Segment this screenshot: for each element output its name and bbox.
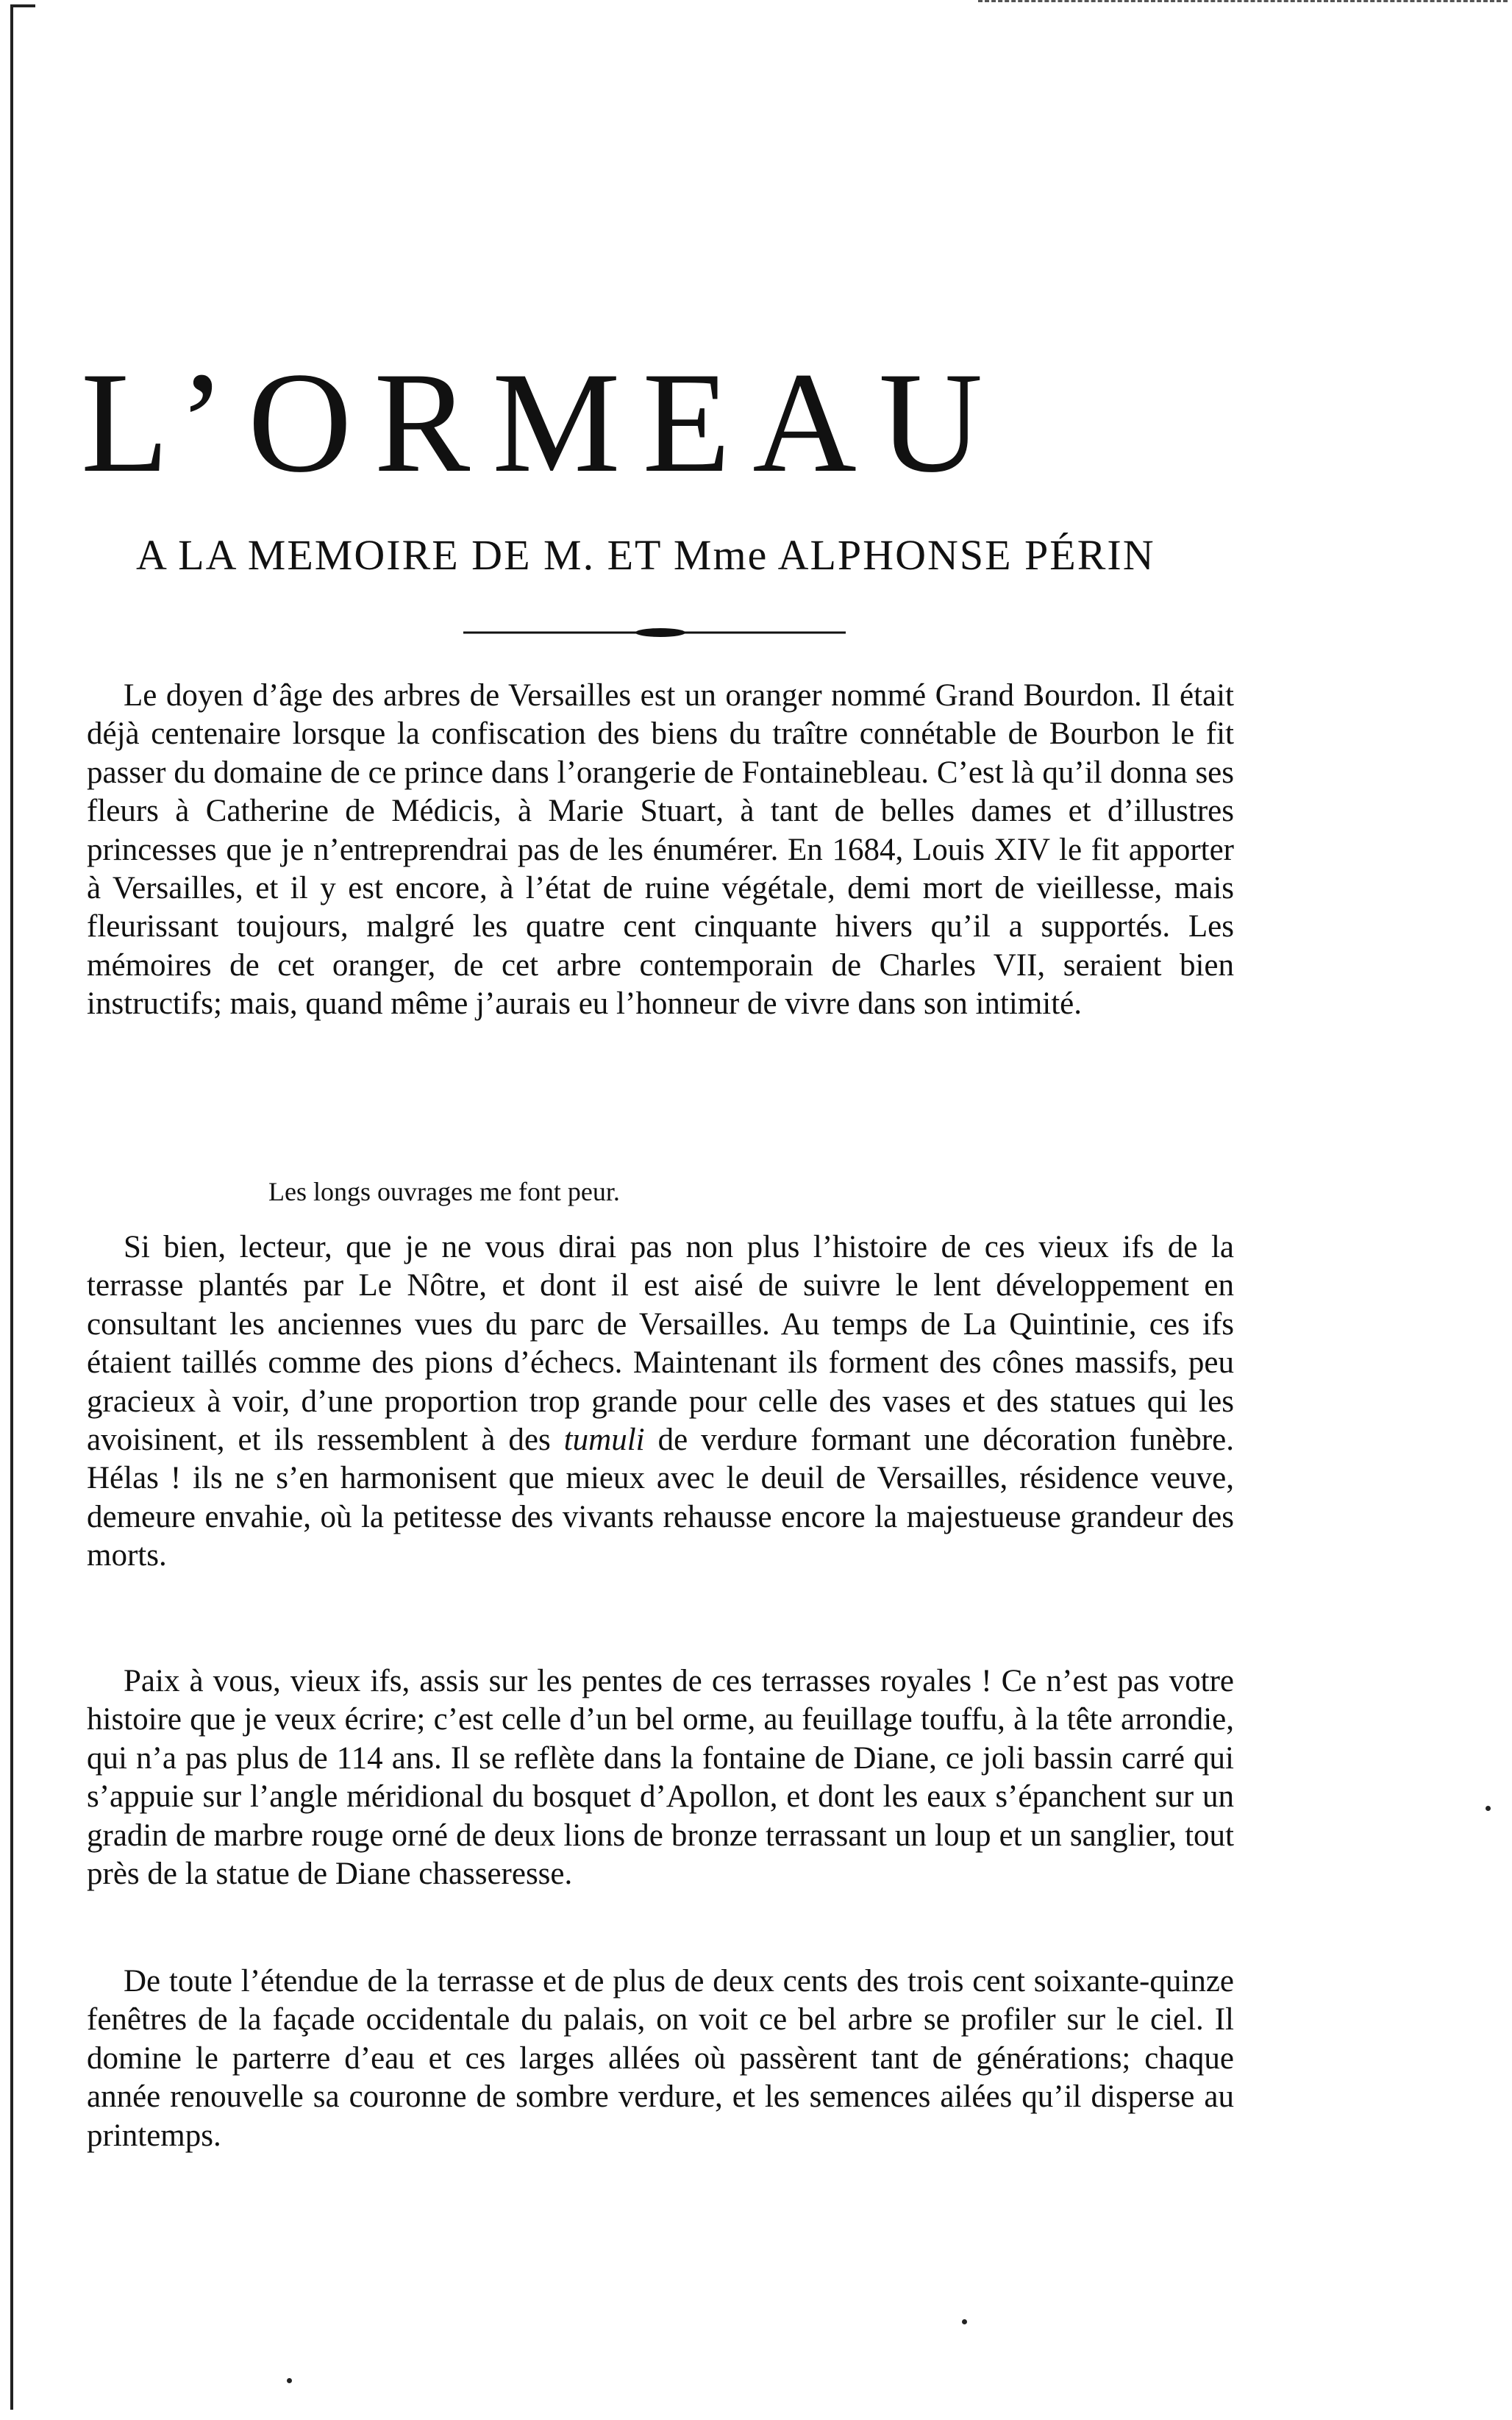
dedication-line: A LA MEMOIRE DE M. ET Mme ALPHONSE PÉRIN (136, 531, 1155, 579)
paragraph-4: De toute l’étendue de la terrasse et de plus de deux cents des trois cent soixante-quinze fenêtres de la façade occidentale du palais, on voit ce bel arbre se profiler sur le ciel. Il domine le parterre d’eau et ces larges allées où passèrent tant de générations; chaque année renouvelle sa couronne de sombre verdure, et les semences ailées qu’il disperse au printemps. (87, 1964, 1234, 2153)
ink-speck (1486, 1806, 1491, 1811)
paragraph-1: Le doyen d’âge des arbres de Versailles est un oranger nommé Grand Bourdon. Il était déjà centenaire lorsque la confiscation des biens du traître connétable de Bourbon le fit passer du domaine de ce prince dans l’orangerie de Fontainebleau. C’est là qu’il donna ses fleurs à Catherine de Médicis, à Marie Stuart, à tant de belles dames et d’illustres princesses que je n’entreprendrai pas de les énumérer. En 1684, Louis XIV le fit apporter à Versailles, et il y est encore, à l’état de ruine végétale, demi mort de vieillesse, mais fleurissant toujours, malgré les quatre cent cinquante hivers qu’il a supportés. Les mémoires de cet oranger, de cet arbre contemporain de Charles VII, seraient bien instructifs; mais, quand même j’aurais eu l’honneur de vivre dans son intimité. (87, 678, 1234, 1022)
page-corner-mark (10, 4, 35, 7)
paragraph-2-text-a: Si bien, lecteur, que je ne vous dirai pas non plus l’histoire de ces vieux ifs de la terrasse plantés par Le Nôtre, et dont il est aisé de suivre le lent développement en consultant les anciennes vues du parc de Versailles. Au temps de La Quintinie, ces ifs étaient taillés comme des pions d’échecs. Maintenant ils forment des cônes massifs, peu gracieux à voir, d’une proportion trop grande pour celle des vases et des statues qui les avoisinent, et ils ressemblent à des (87, 1230, 1234, 1458)
paragraph-2-text-b: de verdure formant une décoration funèbre. Hélas ! ils ne s’en harmonisent que mieux avec le deuil de Versailles, résidence veuve, demeure envahie, où la petitesse des vivants rehausse encore la majestueuse grandeur des morts. (87, 1423, 1234, 1573)
ink-speck (287, 2378, 292, 2383)
top-dotted-edge (978, 0, 1508, 4)
quotation-line: Les longs ouvrages me font peur. (268, 1177, 620, 1206)
paragraph-2 (87, 1228, 1234, 1576)
italic-word: tumuli (563, 1423, 645, 1458)
ornament-divider (463, 625, 846, 640)
chapter-title: L’ORMEAU (81, 343, 1005, 502)
ink-speck (962, 2319, 967, 2324)
paragraph-3: Paix à vous, vieux ifs, assis sur les pentes de ces terrasses royales ! Ce n’est pas votre histoire que je veux écrire; c’est celle d’un bel orme, au feuillage touffu, à la tête arrondie, qui n’a pas plus de 114 ans. Il se reflète dans la fontaine de Diane, ce joli bassin carré qui s’appuie sur l’angle méridional du bosquet d’Apollon, et dont les eaux s’épanchent sur un gradin de marbre rouge orné de deux lions de bronze terrassant un loup et un sanglier, tout près de la statue de Diane chasseresse. (87, 1664, 1234, 1892)
page-edge-line (10, 4, 13, 2410)
